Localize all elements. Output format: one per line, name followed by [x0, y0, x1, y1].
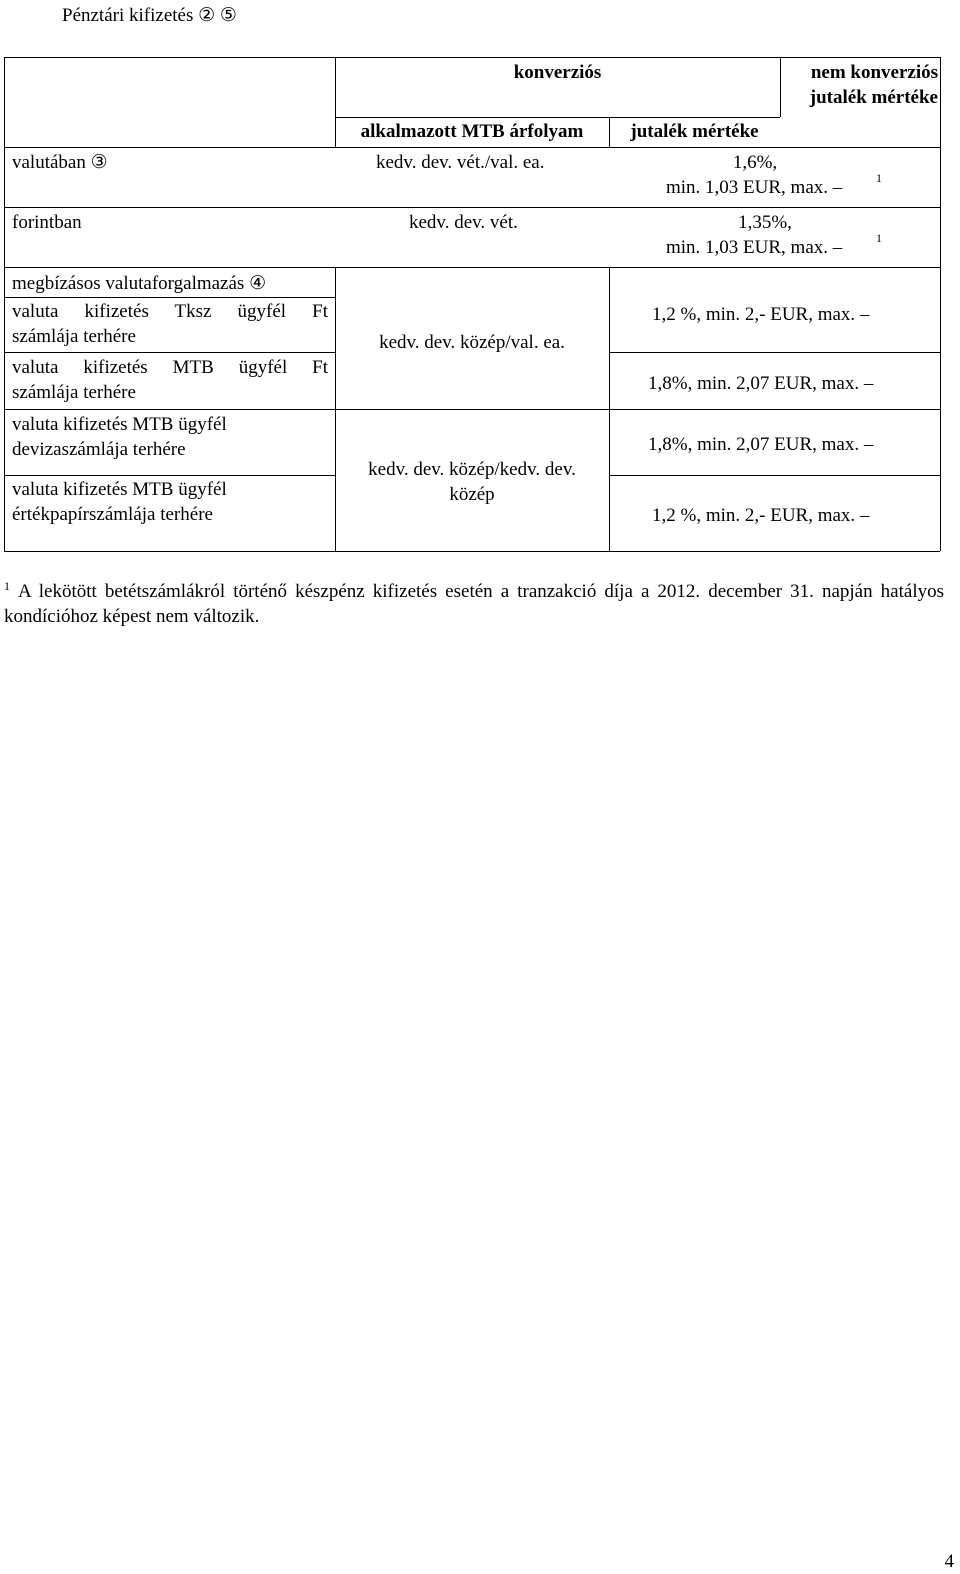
footnote-mark: 1 [4, 578, 10, 593]
row-label-mtb-ft-line2: számlája terhére [12, 382, 136, 403]
column-divider [780, 57, 781, 117]
header-konverzios: konverziós [513, 62, 602, 83]
table-border-left [4, 57, 5, 551]
row-label-deviza-line2: devizaszámlája terhére [12, 439, 186, 460]
row-label-ertekpapir-line2: értékpapírszámlája terhére [12, 504, 213, 525]
row-label-deviza-line1: valuta kifizetés MTB ügyfél [12, 414, 227, 435]
fee-valutaban-line1: 1,6%, [732, 152, 778, 173]
row-label-mtb-ft-line1: valuta kifizetés MTB ügyfél Ft [12, 357, 328, 378]
row-divider [4, 352, 336, 353]
fee-mtb-ft: 1,8%, min. 2,07 EUR, max. – [648, 373, 874, 394]
rate-forintban: kedv. dev. vét. [409, 212, 518, 233]
row-divider [609, 352, 940, 353]
row-divider [4, 207, 940, 208]
row-label-valutaban: valutában ③ [12, 152, 108, 173]
row-divider [4, 147, 940, 148]
header-subdivider [335, 117, 780, 118]
column-divider [335, 267, 336, 551]
table-border-top [4, 57, 940, 58]
row-divider [4, 409, 940, 410]
row-label-tksz-line2: számlája terhére [12, 326, 136, 347]
rate-valutaban: kedv. dev. vét./val. ea. [376, 152, 545, 173]
fee-deviza: 1,8%, min. 2,07 EUR, max. – [648, 434, 874, 455]
header-jutalek: jutalék mértéke [630, 121, 759, 142]
fee-forintban-line1: 1,35%, [738, 212, 792, 233]
fee-ertekpapir: 1,2 %, min. 2,- EUR, max. – [652, 505, 870, 526]
row-label-ertekpapir-line1: valuta kifizetés MTB ügyfél [12, 479, 227, 500]
rate-group-2-line1: kedv. dev. közép/kedv. dev. [368, 459, 576, 480]
table-border-right [940, 57, 941, 551]
row-label-tksz-line1: valuta kifizetés Tksz ügyfél Ft [12, 301, 328, 322]
header-nem-konverzios: nem konverziós jutalék mértéke [809, 62, 938, 108]
rate-group-2-line2: közép [449, 484, 495, 505]
row-label-megbizasos: megbízásos valutaforgalmazás ④ [12, 273, 267, 294]
row-divider [609, 475, 940, 476]
fee-valutaban-line2: min. 1,03 EUR, max. – [666, 177, 843, 198]
page-number: 4 [944, 1551, 954, 1572]
row-label-forintban: forintban [12, 212, 82, 233]
section-title: Pénztári kifizetés ② ⑤ [62, 5, 237, 26]
footnote [4, 579, 944, 629]
header-arfolyam: alkalmazott MTB árfolyam [360, 121, 584, 142]
rate-group-1: kedv. dev. közép/val. ea. [379, 332, 565, 353]
column-divider [609, 267, 610, 551]
row-divider [4, 297, 336, 298]
table-border-bottom [4, 551, 940, 552]
fee-forintban-line2: min. 1,03 EUR, max. – [666, 237, 843, 258]
row-divider [4, 475, 336, 476]
footnote-text: A lekötött betétszámlákról történő készpénz kifizetés esetén a tranzakció díja a 2012. december 31. napján hatályos kondícióhoz képest nem változik. [4, 581, 944, 627]
fee-tksz: 1,2 %, min. 2,- EUR, max. – [652, 304, 870, 325]
footnote-ref: 1 [876, 171, 882, 185]
footnote-ref: 1 [876, 231, 882, 245]
row-divider [4, 267, 940, 268]
fee-table [0, 0, 960, 560]
